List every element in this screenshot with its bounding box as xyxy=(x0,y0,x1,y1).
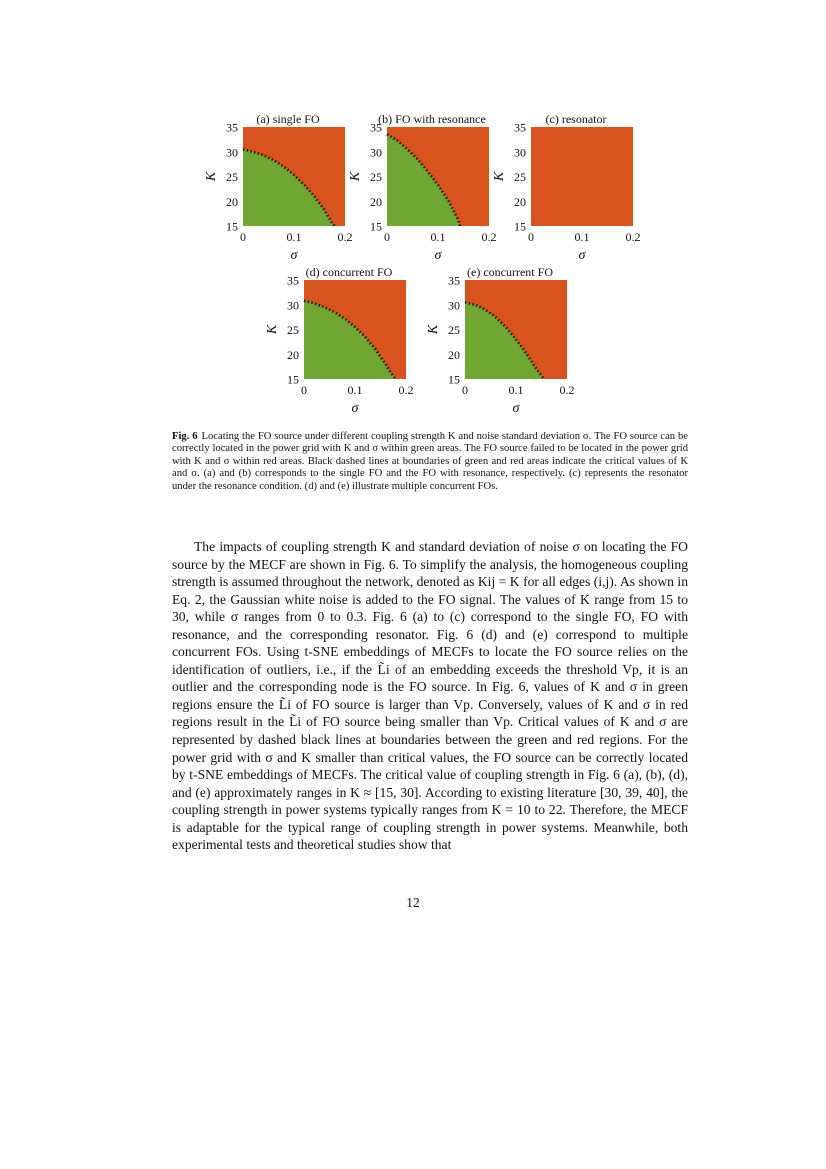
y-tick-label: 25 xyxy=(287,323,299,337)
y-tick-label: 20 xyxy=(226,194,238,209)
subplot-title: (d) concurrent FO xyxy=(305,265,393,279)
x-tick-label: 0.2 xyxy=(481,230,497,244)
x-tick-label: 0 xyxy=(240,230,246,244)
subplot-a xyxy=(204,112,353,263)
y-axis-label: K xyxy=(348,171,363,182)
x-tick-label: 0.1 xyxy=(430,230,446,244)
x-axis-label: σ xyxy=(351,401,359,416)
y-tick-label: 20 xyxy=(448,347,460,362)
subplot-d xyxy=(265,265,414,416)
x-axis-label: σ xyxy=(578,248,586,263)
y-axis-label: K xyxy=(492,171,507,182)
caption-label: Fig. 6 xyxy=(172,431,198,442)
x-axis-label: σ xyxy=(434,248,442,263)
y-tick-label: 30 xyxy=(514,145,526,160)
y-tick-label: 25 xyxy=(448,323,460,337)
y-tick-label: 15 xyxy=(287,372,299,387)
y-tick-label: 35 xyxy=(226,120,238,135)
y-tick-label: 15 xyxy=(370,219,382,234)
x-tick-label: 0 xyxy=(462,383,468,397)
y-tick-label: 30 xyxy=(448,298,460,313)
x-tick-label: 0 xyxy=(528,230,534,244)
x-axis-label: σ xyxy=(290,248,298,263)
y-axis-label: K xyxy=(426,324,441,335)
subplot-c xyxy=(492,112,641,263)
red-region xyxy=(531,127,633,226)
subplot-e xyxy=(426,265,575,416)
x-tick-label: 0.1 xyxy=(286,230,302,244)
page-number: 12 xyxy=(406,895,420,910)
y-tick-label: 15 xyxy=(448,372,460,387)
y-tick-label: 15 xyxy=(514,219,526,234)
x-tick-label: 0.2 xyxy=(625,230,641,244)
y-tick-label: 35 xyxy=(514,120,526,135)
y-tick-label: 20 xyxy=(370,194,382,209)
x-axis-label: σ xyxy=(512,401,520,416)
y-tick-label: 15 xyxy=(226,219,238,234)
y-tick-label: 35 xyxy=(370,120,382,135)
subplot-title: (a) single FO xyxy=(256,112,320,126)
y-tick-label: 25 xyxy=(370,170,382,184)
subplot-title: (e) concurrent FO xyxy=(467,265,553,279)
figure-caption xyxy=(172,431,688,493)
body-paragraph: The impacts of coupling strength K and standard deviation of noise σ on locating the FO source by the MECF are shown in Fig. 6. To simplify the analysis, the homogeneous coupling strength is assumed throughout the network, denoted as Kij = K for all edges (i,j). As shown in Eq. 2, the Gaussian white noise is added to the FO signal. The values of K range from 15 to 30, while σ ranges from 0 to 0.3. Fig. 6 (a) to (c) correspond to the single FO, FO with resonance, and the corresponding resonator. Fig. 6 (d) and (e) correspond to multiple concurrent FOs. Using t-SNE embeddings of MECFs to locate the FO source relies on the identification of outliers, i.e., if the L̃i of an embedding exceeds the threshold Vp, it is an outlier and the corresponding node is the FO source. In Fig. 6, values of K and σ in green regions ensure the L̃i of FO source is larger than Vp. Conversely, values of K and σ in red regions result in the L̃i of FO source being smaller than Vp. Critical values of K and σ are represented by dashed black lines at boundaries between the green and red regions. For the power grid with σ and K smaller than critical values, the FO source can be correctly located by t-SNE embeddings of MECFs. The critical value of coupling strength in Fig. 6 (a), (b), (d), and (e) approximately ranges in K ≈ [15, 30]. According to existing literature [30, 39, 40], the coupling strength in power systems typically ranges from K = 10 to 22. Therefore, the MECF is adaptable for the typical range of coupling strength in power systems. Meanwhile, both experimental tests and theoretical studies show that xyxy=(172,539,688,853)
x-tick-label: 0.2 xyxy=(559,383,575,397)
x-tick-label: 0.2 xyxy=(337,230,353,244)
y-tick-label: 35 xyxy=(448,273,460,288)
x-tick-label: 0 xyxy=(384,230,390,244)
x-tick-label: 0.2 xyxy=(398,383,414,397)
y-axis-label: K xyxy=(204,171,219,182)
x-tick-label: 0.1 xyxy=(574,230,590,244)
x-tick-label: 0 xyxy=(301,383,307,397)
subplot-title: (c) resonator xyxy=(545,112,607,126)
y-tick-label: 25 xyxy=(226,170,238,184)
subplot-b xyxy=(348,112,497,263)
y-tick-label: 30 xyxy=(226,145,238,160)
caption-text: Locating the FO source under different coupling strength K and noise standard deviation σ. The FO source can be correctly located in the power grid with K and σ within green areas. The FO source failed to be located in the power grid with K and σ within red areas. Black dashed lines at boundaries of green and red areas indicate the critical values of K and σ. (a) and (b) corresponds to the single FO and the FO with resonance, respectively. (c) represents the resonator under the resonance condition. (d) and (e) illustrate multiple concurrent FOs. xyxy=(172,431,688,492)
x-tick-label: 0.1 xyxy=(508,383,524,397)
y-tick-label: 30 xyxy=(370,145,382,160)
x-tick-label: 0.1 xyxy=(347,383,363,397)
y-tick-label: 25 xyxy=(514,170,526,184)
figure-6 xyxy=(0,0,826,420)
y-axis-label: K xyxy=(265,324,280,335)
y-tick-label: 30 xyxy=(287,298,299,313)
y-tick-label: 35 xyxy=(287,273,299,288)
subplot-title: (b) FO with resonance xyxy=(378,112,486,126)
y-tick-label: 20 xyxy=(514,194,526,209)
y-tick-label: 20 xyxy=(287,347,299,362)
